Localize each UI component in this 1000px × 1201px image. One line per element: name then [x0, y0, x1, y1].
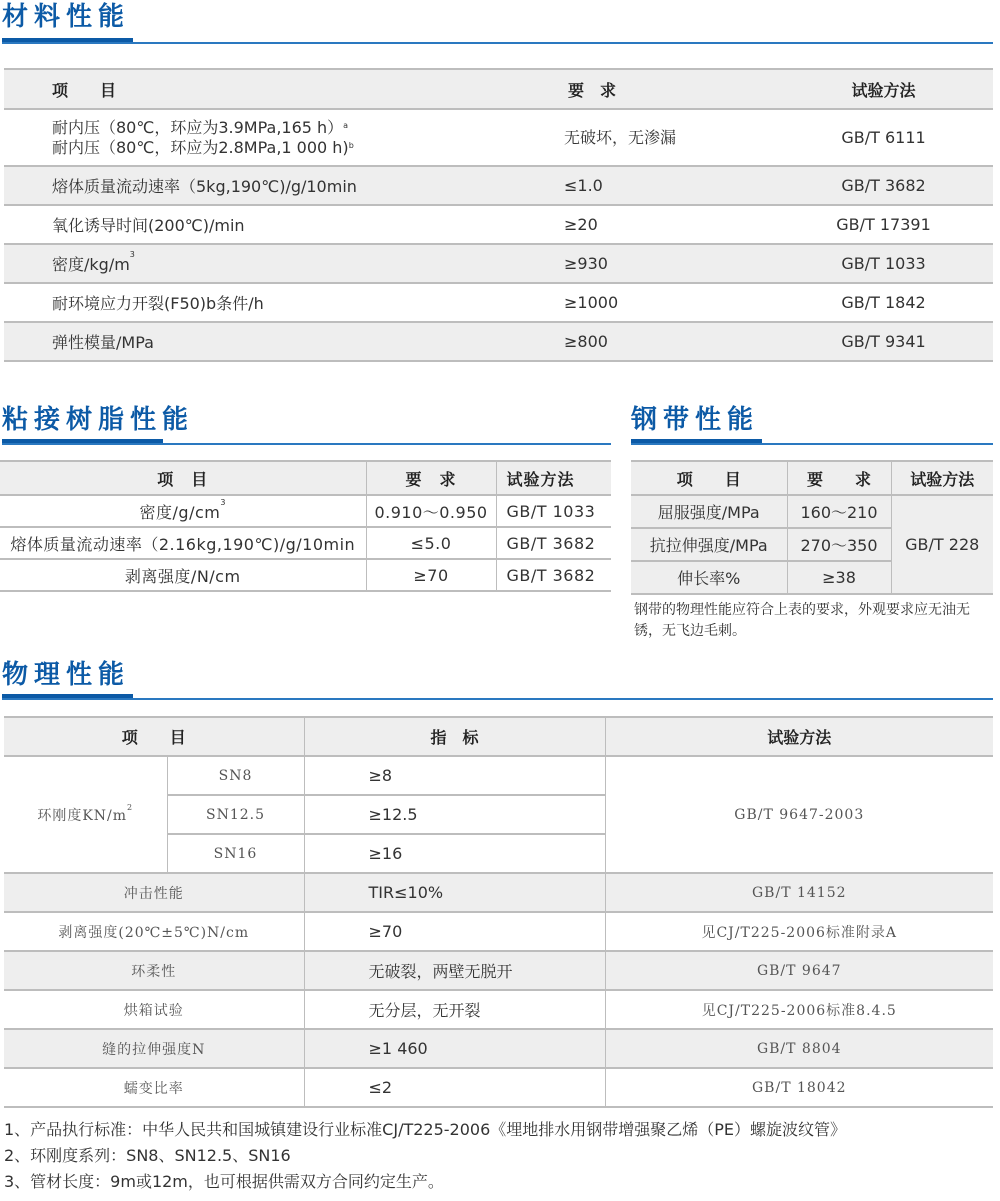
value-cell: ≥8: [304, 756, 605, 795]
physical-table: [4, 716, 993, 1108]
footnotes: [4, 1117, 846, 1195]
table-header-row: [631, 461, 993, 495]
resin-table: [0, 460, 611, 592]
table-row: [4, 244, 993, 283]
item-cell: 缝的拉伸强度N: [4, 1029, 304, 1068]
method-cell: GB/T 9647-2003: [605, 756, 993, 873]
physical-title-underline: [2, 698, 993, 700]
physical-section-title: 物理性能: [2, 660, 131, 690]
method-cell: 见CJ/T225-2006标准8.4.5: [605, 990, 993, 1029]
requirement-cell: ≥930: [564, 244, 794, 283]
table-row: [4, 912, 993, 951]
value-cell: TIR≤10%: [304, 873, 605, 912]
table-row: [4, 322, 993, 361]
steel-note: 钢带的物理性能应符合上表的要求，外观要求应无油无锈，无飞边毛刺。: [634, 602, 970, 639]
material-table: [4, 68, 993, 362]
table-row: [4, 205, 993, 244]
item-cell: 冲击性能: [4, 873, 304, 912]
method-cell: GB/T 3682: [794, 166, 993, 205]
resin-title-underline: [2, 443, 611, 445]
item-cell: 密度$/g/cm^3$: [0, 495, 366, 527]
grade-cell: SN12.5: [167, 795, 304, 834]
material-title-underline: [2, 42, 993, 44]
steel-title-underline: [631, 443, 993, 445]
header-method: 试验方法: [891, 461, 993, 495]
header-requirement: 要 求: [366, 461, 496, 495]
item-cell: 密度$/kg/m^3$: [4, 244, 564, 283]
footnote-3: 3、管材长度：9m或12m，也可根据供需双方合同约定生产。: [4, 1172, 444, 1191]
value-cell: 无分层，无开裂: [304, 990, 605, 1029]
value-cell: ≥70: [304, 912, 605, 951]
requirement-cell: 270～350: [787, 528, 891, 561]
item-cell: 烘箱试验: [4, 990, 304, 1029]
table-row: [0, 495, 611, 527]
grade-cell: SN8: [167, 756, 304, 795]
method-cell: GB/T 9341: [794, 322, 993, 361]
method-cell: GB/T 1033: [794, 244, 993, 283]
header-item: 项 目: [0, 461, 366, 495]
table-row: [4, 873, 993, 912]
table-row: [4, 1029, 993, 1068]
steel-section-title: 钢带性能: [631, 405, 760, 435]
method-cell: GB/T 3682: [496, 527, 611, 559]
header-indicator: 指 标: [304, 717, 605, 756]
table-row: [4, 951, 993, 990]
requirement-cell: 160～210: [787, 495, 891, 528]
item-cell: 耐内压（80℃，环应为3.9MPa,165 h）$^a$ 耐内压（80℃，环应为2.8MPa,1 000 h)$^b$: [52, 117, 354, 157]
item-cell: 熔体质量流动速率（2.16kg,190℃)/g/10min: [0, 527, 366, 559]
header-method: 试验方法: [496, 461, 611, 495]
value-cell: ≥1 460: [304, 1029, 605, 1068]
item-cell: 剥离强度(20℃±5℃)N/cm: [4, 912, 304, 951]
item-cell: 氧化诱导时间(200℃)/min: [52, 216, 245, 235]
value-cell: ≤2: [304, 1068, 605, 1107]
requirement-cell: ≥20: [564, 215, 598, 234]
requirement-cell: ≥38: [787, 561, 891, 594]
table-row: [4, 756, 993, 795]
footnote-2: 2、环刚度系列：SN8、SN12.5、SN16: [4, 1146, 291, 1165]
table-row: [0, 527, 611, 559]
requirement-cell: ≤1.0: [564, 166, 794, 205]
value-cell: ≥12.5: [304, 795, 605, 834]
item-cell: 耐环境应力开裂(F50)b条件/h: [52, 294, 264, 313]
method-cell: GB/T 3682: [496, 559, 611, 591]
header-requirement: 要 求: [787, 461, 891, 495]
requirement-cell: ≥800: [564, 322, 794, 361]
table-row: [4, 166, 993, 205]
footnote-1: 1、产品执行标准：中华人民共和国城镇建设行业标准CJ/T225-2006《埋地排水用钢带增强聚乙烯（PE）螺旋波纹管》: [4, 1120, 847, 1139]
header-method: 试验方法: [605, 717, 993, 756]
requirement-cell: 无破坏，无渗漏: [564, 127, 677, 147]
header-item: 项 目: [4, 717, 304, 756]
method-cell: GB/T 228: [891, 495, 993, 594]
method-cell: GB/T 18042: [605, 1068, 993, 1107]
table-header-row: [4, 69, 993, 109]
method-cell: GB/T 9647: [605, 951, 993, 990]
table-row: [0, 559, 611, 591]
method-cell: 见CJ/T225-2006标准附录A: [605, 912, 993, 951]
item-cell: 屈服强度/MPa: [631, 495, 787, 528]
value-cell: 无破裂，两壁无脱开: [304, 951, 605, 990]
requirement-cell: ≥70: [366, 559, 496, 591]
table-row: [631, 495, 993, 528]
item-cell: 弹性模量/MPa: [4, 322, 564, 361]
header-item: 项 目: [4, 69, 564, 109]
table-row: [4, 990, 993, 1029]
requirement-cell: ≥1000: [564, 293, 619, 312]
header-requirement: 要 求: [564, 69, 794, 109]
table-header-row: [0, 461, 611, 495]
method-cell: GB/T 17391: [836, 215, 931, 234]
table-header-row: [4, 717, 993, 756]
table-row: [4, 1068, 993, 1107]
requirement-cell: 0.910～0.950: [366, 495, 496, 527]
material-section-title: 材料性能: [2, 2, 131, 32]
item-cell: 熔体质量流动速率（5kg,190℃)/g/10min: [4, 166, 564, 205]
item-cell: 剥离强度/N/cm: [0, 559, 366, 591]
method-cell: GB/T 6111: [841, 127, 926, 147]
method-cell: GB/T 8804: [605, 1029, 993, 1068]
item-cell: 蠕变比率: [4, 1068, 304, 1107]
method-cell: GB/T 14152: [605, 873, 993, 912]
value-cell: ≥16: [304, 834, 605, 873]
resin-section-title: 粘接树脂性能: [2, 405, 195, 435]
item-cell: 环柔性: [4, 951, 304, 990]
item-cell: 伸长率%: [631, 561, 787, 594]
header-method: 试验方法: [794, 69, 993, 109]
steel-table: [631, 460, 993, 595]
table-row: [4, 109, 993, 166]
item-cell: 抗拉伸强度/MPa: [631, 528, 787, 561]
table-row: [4, 283, 993, 322]
method-cell: GB/T 1033: [496, 495, 611, 527]
requirement-cell: ≤5.0: [366, 527, 496, 559]
ring-stiffness-label: 环刚度$KN/m^2$: [4, 756, 167, 873]
grade-cell: SN16: [167, 834, 304, 873]
method-cell: GB/T 1842: [841, 293, 926, 312]
header-item: 项 目: [631, 461, 787, 495]
